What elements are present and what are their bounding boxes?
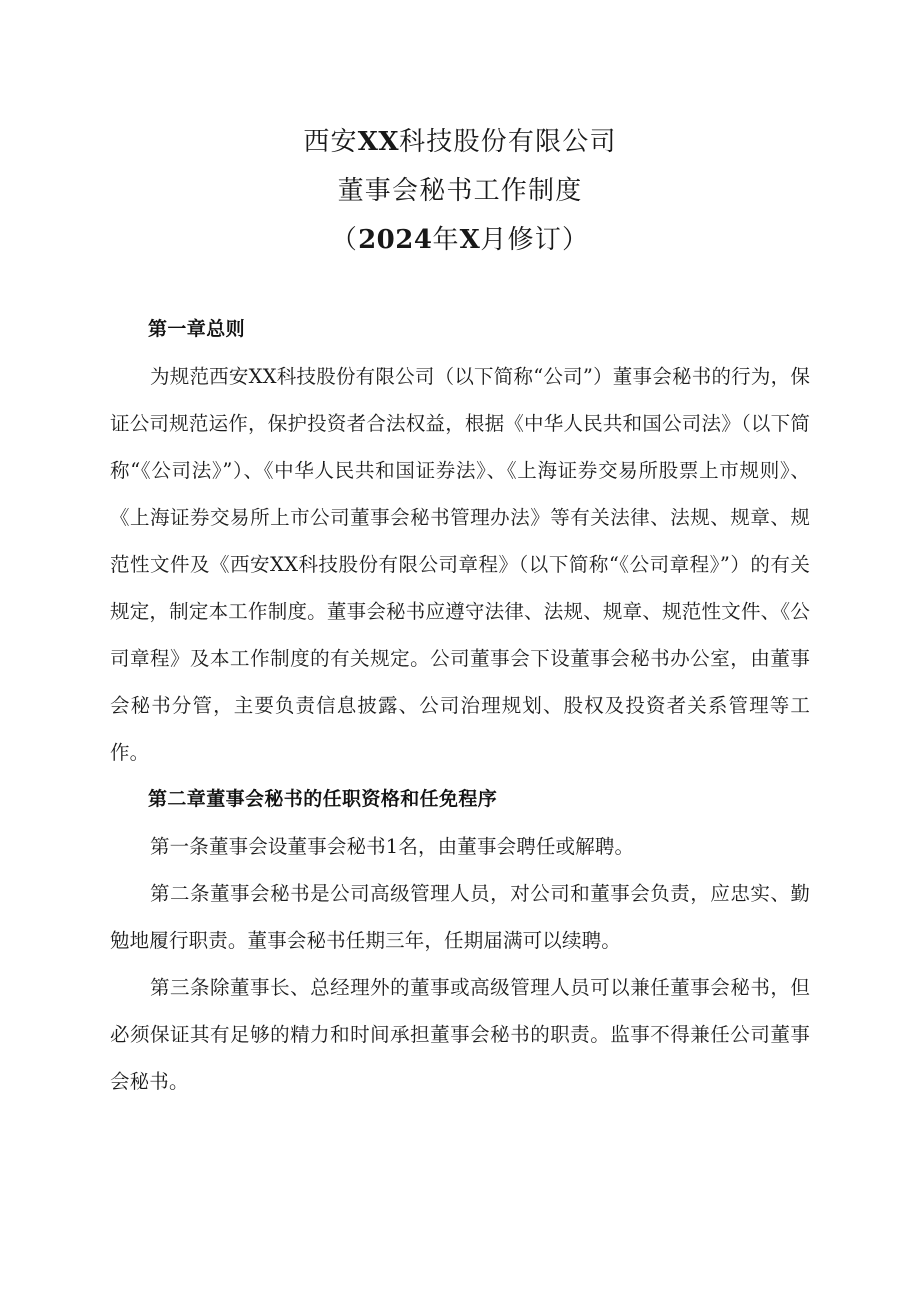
revision-month-unit: 月修订 (480, 225, 562, 255)
revision-year: 2024 (358, 225, 433, 255)
title-line-revision (0, 216, 920, 265)
paragraph-article-three: 第三条除董事长、总经理外的董事或高级管理人员可以兼任董事会秘书，但必须保证其有足够的精力和时间承担董事会秘书的职责。监事不得兼任公司董事会秘书。 (110, 976, 810, 1093)
revision-year-unit: 年 (432, 225, 460, 255)
heading-chapter-one: 第一章总则 (148, 318, 246, 340)
revision-close-paren: ） (561, 225, 590, 255)
revision-open-paren: （ (330, 225, 359, 255)
title-line-subject: 董事会秘书工作制度 (337, 176, 583, 206)
document-body (110, 306, 810, 1105)
document-title-block (0, 118, 920, 265)
revision-month-mark: X (459, 225, 481, 255)
paragraph-article-one: 第一条董事会设董事会秘书1名，由董事会聘任或解聘。 (150, 835, 635, 858)
title-company-prefix: 西安 (303, 127, 358, 157)
paragraph-article-two: 第二条董事会秘书是公司高级管理人员，对公司和董事会负责，应忠实、勤勉地履行职责。董事会秘书任期三年，任期届满可以续聘。 (110, 882, 810, 952)
title-company-mark: XX (357, 127, 400, 157)
heading-chapter-two: 第二章董事会秘书的任职资格和任免程序 (148, 788, 498, 810)
title-company-suffix: 科技股份有限公司 (399, 127, 617, 157)
title-line-company (0, 118, 920, 167)
paragraph-chapter-one-general: 为规范西安XX科技股份有限公司（以下简称“公司”）董事会秘书的行为，保证公司规范运作，保护投资者合法权益，根据《中华人民共和国公司法》（以下简称“《公司法》”）、《中华人民共和国证券法》、《上海证券交易所股票上市规则》、《上海证券交易所上市公司董事会秘书管理办法》等有关法律、法规、规章、规范性文件及《西安XX科技股份有限公司章程》（以下简称“《公司章程》”）的有关规定，制定本工作制度。董事会秘书应遵守法律、法规、规章、规范性文件、《公司章程》及本工作制度的有关规定。公司董事会下设董事会秘书办公室，由董事会秘书分管，主要负责信息披露、公司治理规划、股权及投资者关系管理等工作。 (110, 365, 810, 764)
